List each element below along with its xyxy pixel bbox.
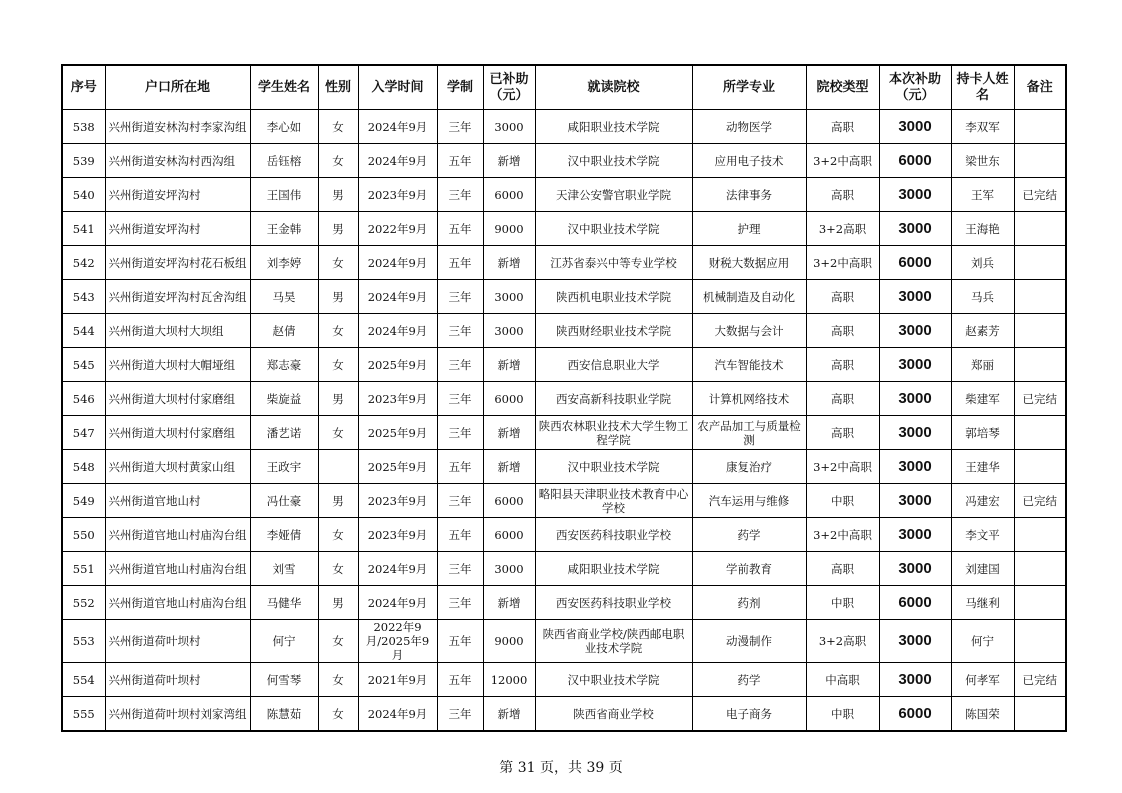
cell-gender: 女 <box>318 552 358 586</box>
cell-residence: 兴州街道安坪沟村 <box>105 178 250 212</box>
cell-index: 553 <box>62 620 105 663</box>
table-row <box>62 280 1066 314</box>
cell-current-subsidy: 3000 <box>879 348 951 382</box>
cell-major: 汽车运用与维修 <box>692 484 806 518</box>
cell-current-subsidy: 3000 <box>879 663 951 697</box>
header-duration: 学制 <box>437 65 483 110</box>
cell-school-type: 高职 <box>806 416 879 450</box>
cell-major: 药学 <box>692 518 806 552</box>
cell-prior-subsidy: 新增 <box>483 348 535 382</box>
cell-enroll-date: 2024年9月 <box>358 314 437 348</box>
cell-enroll-date: 2023年9月 <box>358 518 437 552</box>
cell-enroll-date: 2025年9月 <box>358 450 437 484</box>
cell-school-type: 中职 <box>806 484 879 518</box>
cell-cardholder: 马兵 <box>951 280 1014 314</box>
table-row <box>62 348 1066 382</box>
cell-remarks <box>1014 552 1066 586</box>
cell-enroll-date: 2023年9月 <box>358 484 437 518</box>
cell-cardholder: 何孝军 <box>951 663 1014 697</box>
cell-enroll-date: 2022年9月 <box>358 212 437 246</box>
cell-school-type: 3+2高职 <box>806 620 879 663</box>
cell-prior-subsidy: 3000 <box>483 280 535 314</box>
cell-student-name: 柴旋益 <box>250 382 318 416</box>
cell-cardholder: 刘建国 <box>951 552 1014 586</box>
cell-remarks <box>1014 620 1066 663</box>
cell-current-subsidy: 3000 <box>879 552 951 586</box>
cell-school: 陕西财经职业技术学院 <box>535 314 692 348</box>
cell-duration: 五年 <box>437 518 483 552</box>
cell-residence: 兴州街道大坝村大帽垭组 <box>105 348 250 382</box>
cell-duration: 五年 <box>437 450 483 484</box>
cell-gender: 男 <box>318 586 358 620</box>
cell-student-name: 陈慧茹 <box>250 697 318 732</box>
cell-student-name: 何宁 <box>250 620 318 663</box>
cell-gender: 女 <box>318 697 358 732</box>
cell-school-type: 高职 <box>806 348 879 382</box>
cell-student-name: 王金韩 <box>250 212 318 246</box>
cell-school: 西安医药科技职业学校 <box>535 586 692 620</box>
cell-cardholder: 郭培琴 <box>951 416 1014 450</box>
cell-school: 汉中职业技术学院 <box>535 450 692 484</box>
cell-current-subsidy: 3000 <box>879 212 951 246</box>
cell-gender: 女 <box>318 110 358 144</box>
cell-index: 547 <box>62 416 105 450</box>
cell-school-type: 3+2中高职 <box>806 450 879 484</box>
cell-student-name: 赵倩 <box>250 314 318 348</box>
cell-enroll-date: 2024年9月 <box>358 110 437 144</box>
cell-prior-subsidy: 新增 <box>483 586 535 620</box>
table-row <box>62 212 1066 246</box>
header-residence: 户口所在地 <box>105 65 250 110</box>
cell-gender: 女 <box>318 518 358 552</box>
table-row <box>62 246 1066 280</box>
cell-current-subsidy: 6000 <box>879 144 951 178</box>
table-body <box>62 110 1066 732</box>
cell-major: 动漫制作 <box>692 620 806 663</box>
cell-cardholder: 郑丽 <box>951 348 1014 382</box>
cell-major: 电子商务 <box>692 697 806 732</box>
cell-student-name: 王国伟 <box>250 178 318 212</box>
cell-cardholder: 梁世东 <box>951 144 1014 178</box>
cell-index: 546 <box>62 382 105 416</box>
cell-current-subsidy: 3000 <box>879 450 951 484</box>
cell-remarks <box>1014 450 1066 484</box>
cell-remarks <box>1014 348 1066 382</box>
cell-enroll-date: 2024年9月 <box>358 552 437 586</box>
cell-school-type: 高职 <box>806 280 879 314</box>
cell-major: 大数据与会计 <box>692 314 806 348</box>
cell-index: 550 <box>62 518 105 552</box>
cell-enroll-date: 2024年9月 <box>358 144 437 178</box>
cell-duration: 五年 <box>437 663 483 697</box>
table-row <box>62 178 1066 212</box>
cell-residence: 兴州街道安林沟村西沟组 <box>105 144 250 178</box>
cell-school-type: 3+2中高职 <box>806 144 879 178</box>
header-enroll-date: 入学时间 <box>358 65 437 110</box>
cell-prior-subsidy: 新增 <box>483 416 535 450</box>
cell-school: 陕西省商业学校 <box>535 697 692 732</box>
cell-residence: 兴州街道安林沟村李家沟组 <box>105 110 250 144</box>
page-number: 第 31 页，共 39 页 <box>499 760 623 776</box>
cell-gender <box>318 450 358 484</box>
cell-enroll-date: 2024年9月 <box>358 697 437 732</box>
cell-cardholder: 马继利 <box>951 586 1014 620</box>
cell-current-subsidy: 6000 <box>879 697 951 732</box>
cell-gender: 女 <box>318 144 358 178</box>
cell-gender: 女 <box>318 314 358 348</box>
cell-gender: 女 <box>318 348 358 382</box>
header-major: 所学专业 <box>692 65 806 110</box>
cell-school-type: 高职 <box>806 178 879 212</box>
cell-school: 陕西省商业学校/陕西邮电职业技术学院 <box>535 620 692 663</box>
cell-major: 机械制造及自动化 <box>692 280 806 314</box>
cell-current-subsidy: 3000 <box>879 280 951 314</box>
cell-remarks <box>1014 518 1066 552</box>
cell-duration: 三年 <box>437 280 483 314</box>
cell-index: 554 <box>62 663 105 697</box>
table-row <box>62 620 1066 663</box>
cell-enroll-date: 2023年9月 <box>358 178 437 212</box>
cell-enroll-date: 2025年9月 <box>358 348 437 382</box>
cell-index: 551 <box>62 552 105 586</box>
cell-remarks <box>1014 697 1066 732</box>
cell-index: 540 <box>62 178 105 212</box>
cell-current-subsidy: 3000 <box>879 110 951 144</box>
cell-duration: 三年 <box>437 586 483 620</box>
cell-cardholder: 陈国荣 <box>951 697 1014 732</box>
table-row <box>62 586 1066 620</box>
cell-current-subsidy: 3000 <box>879 314 951 348</box>
header-school: 就读院校 <box>535 65 692 110</box>
table-row <box>62 697 1066 732</box>
cell-index: 549 <box>62 484 105 518</box>
table-row <box>62 484 1066 518</box>
cell-prior-subsidy: 3000 <box>483 552 535 586</box>
cell-prior-subsidy: 9000 <box>483 620 535 663</box>
cell-cardholder: 王军 <box>951 178 1014 212</box>
cell-prior-subsidy: 9000 <box>483 212 535 246</box>
cell-major: 应用电子技术 <box>692 144 806 178</box>
cell-major: 护理 <box>692 212 806 246</box>
cell-prior-subsidy: 12000 <box>483 663 535 697</box>
table-row <box>62 450 1066 484</box>
cell-remarks <box>1014 416 1066 450</box>
cell-student-name: 刘李婷 <box>250 246 318 280</box>
cell-index: 538 <box>62 110 105 144</box>
cell-residence: 兴州街道大坝村大坝组 <box>105 314 250 348</box>
cell-enroll-date: 2022年9月/2025年9月 <box>358 620 437 663</box>
cell-student-name: 郑志豪 <box>250 348 318 382</box>
cell-major: 计算机网络技术 <box>692 382 806 416</box>
cell-index: 552 <box>62 586 105 620</box>
cell-duration: 三年 <box>437 552 483 586</box>
table-row <box>62 518 1066 552</box>
cell-enroll-date: 2024年9月 <box>358 280 437 314</box>
cell-duration: 三年 <box>437 697 483 732</box>
cell-remarks: 已完结 <box>1014 382 1066 416</box>
cell-cardholder: 刘兵 <box>951 246 1014 280</box>
cell-duration: 三年 <box>437 314 483 348</box>
header-index: 序号 <box>62 65 105 110</box>
cell-student-name: 李心如 <box>250 110 318 144</box>
cell-student-name: 马昊 <box>250 280 318 314</box>
cell-residence: 兴州街道安坪沟村瓦舍沟组 <box>105 280 250 314</box>
cell-prior-subsidy: 6000 <box>483 382 535 416</box>
cell-school: 咸阳职业技术学院 <box>535 552 692 586</box>
cell-student-name: 冯仕豪 <box>250 484 318 518</box>
cell-gender: 女 <box>318 416 358 450</box>
cell-prior-subsidy: 新增 <box>483 450 535 484</box>
cell-current-subsidy: 6000 <box>879 586 951 620</box>
cell-remarks <box>1014 110 1066 144</box>
cell-school-type: 3+2高职 <box>806 212 879 246</box>
cell-residence: 兴州街道安坪沟村花石板组 <box>105 246 250 280</box>
cell-current-subsidy: 3000 <box>879 518 951 552</box>
cell-cardholder: 冯建宏 <box>951 484 1014 518</box>
cell-index: 555 <box>62 697 105 732</box>
table-row <box>62 552 1066 586</box>
cell-school-type: 高职 <box>806 382 879 416</box>
cell-current-subsidy: 3000 <box>879 178 951 212</box>
cell-duration: 五年 <box>437 620 483 663</box>
cell-remarks <box>1014 586 1066 620</box>
cell-enroll-date: 2024年9月 <box>358 586 437 620</box>
cell-school-type: 中职 <box>806 697 879 732</box>
table-row <box>62 416 1066 450</box>
cell-major: 法律事务 <box>692 178 806 212</box>
cell-duration: 五年 <box>437 144 483 178</box>
cell-index: 548 <box>62 450 105 484</box>
header-gender: 性别 <box>318 65 358 110</box>
cell-index: 545 <box>62 348 105 382</box>
cell-school: 略阳县天津职业技术教育中心学校 <box>535 484 692 518</box>
cell-duration: 五年 <box>437 212 483 246</box>
cell-gender: 男 <box>318 212 358 246</box>
cell-school: 西安医药科技职业学校 <box>535 518 692 552</box>
subsidy-table <box>61 64 1067 732</box>
cell-student-name: 刘雪 <box>250 552 318 586</box>
cell-school-type: 中高职 <box>806 663 879 697</box>
cell-gender: 男 <box>318 178 358 212</box>
cell-prior-subsidy: 新增 <box>483 246 535 280</box>
cell-duration: 三年 <box>437 382 483 416</box>
cell-remarks: 已完结 <box>1014 178 1066 212</box>
cell-enroll-date: 2023年9月 <box>358 382 437 416</box>
cell-enroll-date: 2025年9月 <box>358 416 437 450</box>
cell-duration: 五年 <box>437 246 483 280</box>
cell-index: 539 <box>62 144 105 178</box>
cell-major: 汽车智能技术 <box>692 348 806 382</box>
cell-school-type: 高职 <box>806 314 879 348</box>
header-remarks: 备注 <box>1014 65 1066 110</box>
cell-current-subsidy: 3000 <box>879 382 951 416</box>
cell-current-subsidy: 3000 <box>879 416 951 450</box>
cell-residence: 兴州街道官地山村庙沟台组 <box>105 586 250 620</box>
cell-residence: 兴州街道官地山村庙沟台组 <box>105 552 250 586</box>
cell-index: 542 <box>62 246 105 280</box>
cell-student-name: 李娅倩 <box>250 518 318 552</box>
cell-prior-subsidy: 新增 <box>483 697 535 732</box>
table-row <box>62 382 1066 416</box>
cell-gender: 女 <box>318 663 358 697</box>
cell-current-subsidy: 3000 <box>879 620 951 663</box>
cell-cardholder: 李双军 <box>951 110 1014 144</box>
cell-school-type: 3+2中高职 <box>806 246 879 280</box>
cell-index: 541 <box>62 212 105 246</box>
cell-school-type: 中职 <box>806 586 879 620</box>
table-row <box>62 110 1066 144</box>
cell-remarks <box>1014 212 1066 246</box>
cell-gender: 女 <box>318 246 358 280</box>
cell-school-type: 高职 <box>806 552 879 586</box>
cell-school: 西安信息职业大学 <box>535 348 692 382</box>
cell-cardholder: 王建华 <box>951 450 1014 484</box>
cell-school: 天津公安警官职业学院 <box>535 178 692 212</box>
table-row <box>62 314 1066 348</box>
cell-cardholder: 李文平 <box>951 518 1014 552</box>
cell-student-name: 潘艺诺 <box>250 416 318 450</box>
cell-major: 学前教育 <box>692 552 806 586</box>
cell-gender: 男 <box>318 382 358 416</box>
cell-enroll-date: 2021年9月 <box>358 663 437 697</box>
cell-school: 陕西农林职业技术大学生物工程学院 <box>535 416 692 450</box>
cell-residence: 兴州街道官地山村庙沟台组 <box>105 518 250 552</box>
cell-cardholder: 王海艳 <box>951 212 1014 246</box>
cell-current-subsidy: 3000 <box>879 484 951 518</box>
cell-residence: 兴州街道官地山村 <box>105 484 250 518</box>
cell-prior-subsidy: 3000 <box>483 110 535 144</box>
cell-duration: 三年 <box>437 484 483 518</box>
cell-prior-subsidy: 6000 <box>483 484 535 518</box>
cell-remarks <box>1014 144 1066 178</box>
cell-major: 药剂 <box>692 586 806 620</box>
cell-school: 汉中职业技术学院 <box>535 212 692 246</box>
cell-residence: 兴州街道荷叶坝村 <box>105 663 250 697</box>
cell-remarks <box>1014 314 1066 348</box>
cell-school: 陕西机电职业技术学院 <box>535 280 692 314</box>
cell-prior-subsidy: 6000 <box>483 518 535 552</box>
cell-gender: 男 <box>318 484 358 518</box>
cell-remarks <box>1014 246 1066 280</box>
cell-duration: 三年 <box>437 416 483 450</box>
cell-duration: 三年 <box>437 348 483 382</box>
cell-major: 康复治疗 <box>692 450 806 484</box>
cell-index: 544 <box>62 314 105 348</box>
cell-school: 咸阳职业技术学院 <box>535 110 692 144</box>
header-cardholder: 持卡人姓名 <box>951 65 1014 110</box>
header-student-name: 学生姓名 <box>250 65 318 110</box>
cell-residence: 兴州街道大坝村付家磨组 <box>105 382 250 416</box>
cell-enroll-date: 2024年9月 <box>358 246 437 280</box>
header-row <box>62 65 1066 110</box>
cell-major: 农产品加工与质量检测 <box>692 416 806 450</box>
cell-school-type: 3+2中高职 <box>806 518 879 552</box>
cell-student-name: 岳钰榕 <box>250 144 318 178</box>
cell-duration: 三年 <box>437 178 483 212</box>
cell-major: 动物医学 <box>692 110 806 144</box>
cell-student-name: 王政宇 <box>250 450 318 484</box>
cell-student-name: 马健华 <box>250 586 318 620</box>
cell-student-name: 何雪琴 <box>250 663 318 697</box>
cell-school: 汉中职业技术学院 <box>535 663 692 697</box>
cell-residence: 兴州街道大坝村付家磨组 <box>105 416 250 450</box>
cell-residence: 兴州街道荷叶坝村刘家湾组 <box>105 697 250 732</box>
cell-index: 543 <box>62 280 105 314</box>
table-row <box>62 663 1066 697</box>
cell-school-type: 高职 <box>806 110 879 144</box>
cell-remarks <box>1014 280 1066 314</box>
cell-prior-subsidy: 新增 <box>483 144 535 178</box>
cell-major: 药学 <box>692 663 806 697</box>
cell-school: 江苏省泰兴中等专业学校 <box>535 246 692 280</box>
cell-current-subsidy: 6000 <box>879 246 951 280</box>
cell-cardholder: 柴建军 <box>951 382 1014 416</box>
cell-residence: 兴州街道荷叶坝村 <box>105 620 250 663</box>
cell-gender: 男 <box>318 280 358 314</box>
cell-remarks: 已完结 <box>1014 484 1066 518</box>
table-row <box>62 144 1066 178</box>
cell-school: 西安高新科技职业学院 <box>535 382 692 416</box>
header-current-subsidy: 本次补助（元） <box>879 65 951 110</box>
header-school-type: 院校类型 <box>806 65 879 110</box>
cell-major: 财税大数据应用 <box>692 246 806 280</box>
cell-prior-subsidy: 6000 <box>483 178 535 212</box>
cell-duration: 三年 <box>437 110 483 144</box>
cell-prior-subsidy: 3000 <box>483 314 535 348</box>
cell-school: 汉中职业技术学院 <box>535 144 692 178</box>
header-prior-subsidy: 已补助（元） <box>483 65 535 110</box>
cell-cardholder: 赵素芳 <box>951 314 1014 348</box>
cell-cardholder: 何宁 <box>951 620 1014 663</box>
cell-gender: 女 <box>318 620 358 663</box>
cell-residence: 兴州街道安坪沟村 <box>105 212 250 246</box>
cell-remarks: 已完结 <box>1014 663 1066 697</box>
cell-residence: 兴州街道大坝村黄家山组 <box>105 450 250 484</box>
